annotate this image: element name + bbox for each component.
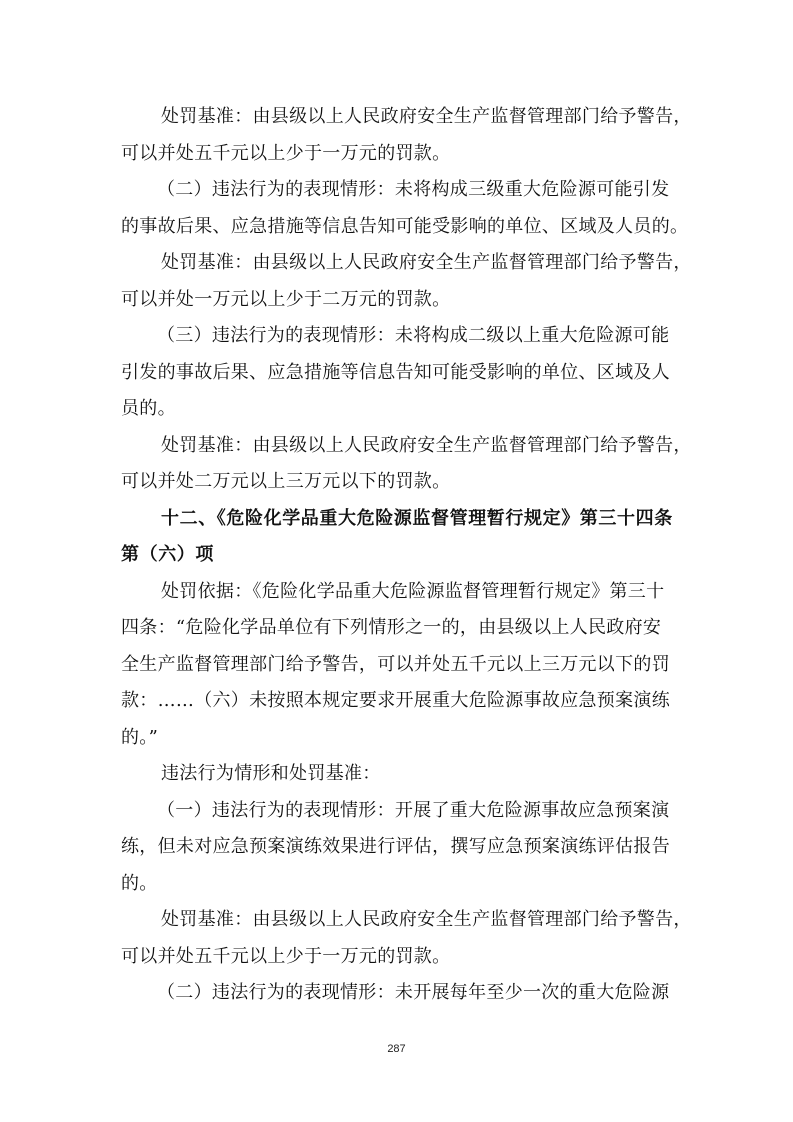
- text-line: 全生产监督管理部门给予警告，可以并处五千元以上三万元以下的罚: [121, 653, 670, 675]
- text-line: （三）违法行为的表现情形：未将构成二级以上重大危险源可能: [157, 325, 670, 346]
- text-line: 可以并处一万元以上少于二万元的罚款。: [121, 288, 451, 310]
- body-text: [121, 99, 692, 1012]
- text-line: 处罚依据：《危险化学品重大危险源监督管理暂行规定》第三十: [161, 580, 665, 602]
- text-line: 练，但未对应急预案演练效果进行评估，撰写应急预案演练评估报告: [121, 836, 670, 857]
- text-line: 处罚基准：由县级以上人民政府安全生产监督管理部门给予警告，: [161, 434, 692, 456]
- text-line: 处罚基准：由县级以上人民政府安全生产监督管理部门给予警告，: [161, 252, 692, 273]
- text-line: 可以并处二万元以上三万元以下的罚款。: [121, 471, 451, 492]
- text-line: 款：……（六）未按照本规定要求开展重大危险源事故应急预案演练: [121, 690, 670, 711]
- text-line: 四条：“危险化学品单位有下列情形之一的，由县级以上人民政府安: [121, 617, 662, 638]
- text-line: 引发的事故后果、应急措施等信息告知可能受影响的单位、区域及人: [121, 361, 670, 383]
- text-line: （二）违法行为的表现情形：未开展每年至少一次的重大危险源: [157, 982, 670, 1003]
- section-heading: 十二、《危险化学品重大危险源监督管理暂行规定》第三十四条: [161, 507, 673, 529]
- text-line: 可以并处五千元以上少于一万元的罚款。: [121, 945, 451, 967]
- text-line: （二）违法行为的表现情形：未将构成三级重大危险源可能引发: [157, 179, 670, 200]
- text-line: 的。”: [121, 726, 159, 748]
- text-line: 的。: [121, 872, 158, 894]
- section-heading-continued: 第（六）项: [121, 544, 214, 565]
- text-line: 可以并处五千元以上少于一万元的罚款。: [121, 142, 451, 164]
- text-line: 违法行为情形和处罚基准：: [161, 763, 381, 784]
- text-line: 的事故后果、应急措施等信息告知可能受影响的单位、区域及人员的。: [121, 215, 689, 237]
- text-line: 处罚基准：由县级以上人民政府安全生产监督管理部门给予警告，: [161, 106, 692, 127]
- text-line: （一）违法行为的表现情形：开展了重大危险源事故应急预案演: [157, 799, 670, 821]
- text-line: 员的。: [121, 398, 176, 419]
- page-number: 287: [387, 1043, 406, 1055]
- text-line: 处罚基准：由县级以上人民政府安全生产监督管理部门给予警告，: [161, 909, 692, 930]
